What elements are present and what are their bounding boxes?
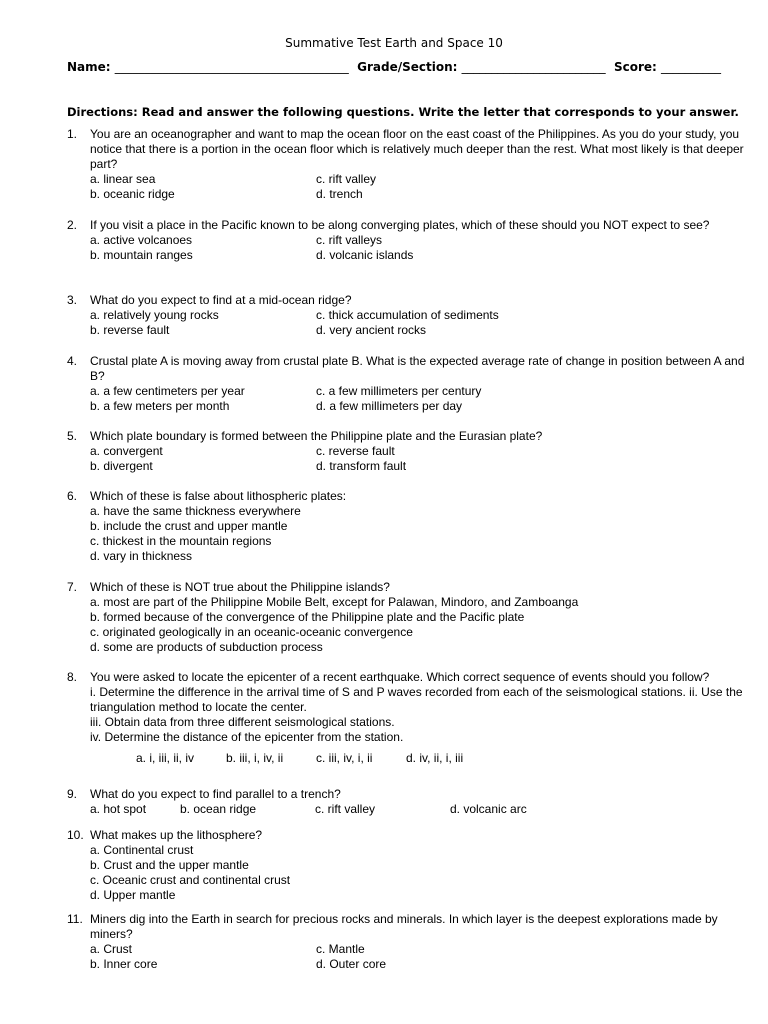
question-stem: You were asked to locate the epicenter of a recent earthquake. Which correct sequence of events should you follow? — [90, 670, 710, 684]
answer-options — [90, 942, 747, 972]
question-4 — [67, 354, 747, 414]
question-number: 4. — [67, 354, 78, 368]
question-number: 7. — [67, 580, 78, 594]
option-a[interactable]: a. a few centimeters per year — [90, 384, 245, 398]
answer-options — [136, 751, 747, 766]
question-stem: Which of these is false about lithospheric plates: — [90, 489, 347, 503]
student-info-header — [67, 59, 747, 75]
option-b[interactable]: b. iii, i, iv, ii — [226, 751, 284, 765]
answer-options — [90, 444, 747, 474]
option-c[interactable]: c. rift valley — [316, 172, 377, 186]
sequence-step: iii. Obtain data from three different seismological stations. — [90, 715, 395, 729]
question-1 — [67, 127, 747, 202]
question-3 — [67, 293, 747, 338]
option-d[interactable]: d. iv, ii, i, iii — [406, 751, 464, 765]
question-6 — [67, 489, 747, 564]
question-number: 3. — [67, 293, 78, 307]
question-number: 1. — [67, 127, 78, 141]
option-d[interactable]: d. volcanic arc — [450, 802, 527, 816]
answer-options — [90, 233, 747, 263]
option-a[interactable]: a. Crust — [90, 942, 133, 956]
option-c[interactable]: c. thick accumulation of sediments — [316, 308, 499, 322]
option-d[interactable]: d. a few millimeters per day — [316, 399, 463, 413]
option-a[interactable]: a. relatively young rocks — [90, 308, 219, 322]
option-a[interactable]: a. active volcanoes — [90, 233, 193, 247]
name-label: Name: — [67, 60, 111, 74]
option-d[interactable]: d. some are products of subduction process — [90, 640, 323, 654]
option-b[interactable]: b. ocean ridge — [180, 802, 257, 816]
option-a[interactable]: a. most are part of the Philippine Mobile Belt, except for Palawan, Mindoro, and Zamboanga — [90, 595, 579, 609]
question-stem: Which of these is NOT true about the Philippine islands? — [90, 580, 390, 594]
score-label: Score: — [614, 60, 657, 74]
option-c[interactable]: c. thickest in the mountain regions — [90, 534, 272, 548]
option-b[interactable]: b. reverse fault — [90, 323, 170, 337]
answer-options — [90, 802, 747, 817]
answer-options — [90, 308, 747, 338]
grade-section-blank[interactable]: ________________________ — [461, 60, 606, 74]
option-c[interactable]: c. originated geologically in an oceanic-oceanic convergence — [90, 625, 413, 639]
sequence-step: iv. Determine the distance of the epicenter from the station. — [90, 730, 404, 744]
question-11 — [67, 912, 747, 972]
answer-options — [90, 172, 747, 202]
question-stem: What do you expect to find parallel to a trench? — [90, 787, 341, 801]
question-stem: What makes up the lithosphere? — [90, 828, 263, 842]
option-b[interactable]: b. divergent — [90, 459, 153, 473]
question-number: 8. — [67, 670, 78, 684]
option-a[interactable]: a. linear sea — [90, 172, 156, 186]
question-5 — [67, 429, 747, 474]
directions: Directions: Read and answer the following questions. Write the letter that corresponds to your answer. — [67, 105, 739, 119]
sequence-step: i. Determine the difference in the arrival time of S and P waves recorded from each of the seismological stations. ii. Use the triangulation method to locate the center. — [90, 685, 743, 714]
option-d[interactable]: d. volcanic islands — [316, 248, 414, 262]
score-blank[interactable]: __________ — [661, 60, 722, 74]
question-number: 5. — [67, 429, 78, 443]
answer-options — [90, 843, 747, 903]
name-blank[interactable]: _______________________________________ — [114, 60, 349, 74]
option-b[interactable]: b. Crust and the upper mantle — [90, 858, 249, 872]
option-d[interactable]: d. trench — [316, 187, 363, 201]
option-c[interactable]: c. rift valley — [315, 802, 376, 816]
option-a[interactable]: a. Continental crust — [90, 843, 194, 857]
option-c[interactable]: c. reverse fault — [316, 444, 395, 458]
option-c[interactable]: c. rift valleys — [316, 233, 383, 247]
option-d[interactable]: d. vary in thickness — [90, 549, 193, 563]
option-a[interactable]: a. have the same thickness everywhere — [90, 504, 301, 518]
option-a[interactable]: a. hot spot — [90, 802, 147, 816]
question-stem: Crustal plate A is moving away from crustal plate B. What is the expected average rate of change in position between A and B? — [90, 354, 745, 383]
answer-options — [90, 595, 747, 655]
question-number: 9. — [67, 787, 78, 801]
grade-section-label: Grade/Section: — [357, 60, 458, 74]
option-d[interactable]: d. Outer core — [316, 957, 387, 971]
option-d[interactable]: d. very ancient rocks — [316, 323, 427, 337]
option-b[interactable]: b. mountain ranges — [90, 248, 193, 262]
option-c[interactable]: c. iii, iv, i, ii — [316, 751, 373, 765]
option-b[interactable]: b. oceanic ridge — [90, 187, 175, 201]
question-9 — [67, 787, 747, 817]
option-c[interactable]: c. a few millimeters per century — [316, 384, 482, 398]
option-c[interactable]: c. Mantle — [316, 942, 365, 956]
question-stem: Which plate boundary is formed between the Philippine plate and the Eurasian plate? — [90, 429, 543, 443]
option-b[interactable]: b. a few meters per month — [90, 399, 230, 413]
option-b[interactable]: b. Inner core — [90, 957, 158, 971]
question-stem: You are an oceanographer and want to map the ocean floor on the east coast of the Philippines. As you do your study, you notice that there is a portion in the ocean floor which is relatively much deeper than the rest. What most likely is that deeper part? — [90, 127, 744, 171]
option-a[interactable]: a. i, iii, ii, iv — [136, 751, 195, 765]
option-b[interactable]: b. formed because of the convergence of the Philippine plate and the Pacific plate — [90, 610, 525, 624]
question-number: 11. — [67, 912, 83, 926]
option-a[interactable]: a. convergent — [90, 444, 163, 458]
question-10 — [67, 828, 747, 903]
question-number: 10. — [67, 828, 84, 842]
question-number: 6. — [67, 489, 78, 503]
option-b[interactable]: b. include the crust and upper mantle — [90, 519, 288, 533]
question-7 — [67, 580, 747, 655]
answer-options — [90, 504, 747, 564]
question-stem: If you visit a place in the Pacific known to be along converging plates, which of these should you NOT expect to see? — [90, 218, 710, 232]
test-title: Summative Test Earth and Space 10 — [285, 36, 503, 50]
question-8 — [67, 670, 747, 766]
option-d[interactable]: d. Upper mantle — [90, 888, 176, 902]
question-stem: What do you expect to find at a mid-ocean ridge? — [90, 293, 352, 307]
question-stem: Miners dig into the Earth in search for precious rocks and minerals. In which layer is the deepest explorations made by miners? — [90, 912, 718, 941]
option-d[interactable]: d. transform fault — [316, 459, 407, 473]
question-number: 2. — [67, 218, 78, 232]
option-c[interactable]: c. Oceanic crust and continental crust — [90, 873, 291, 887]
question-2 — [67, 218, 747, 263]
answer-options — [90, 384, 747, 414]
